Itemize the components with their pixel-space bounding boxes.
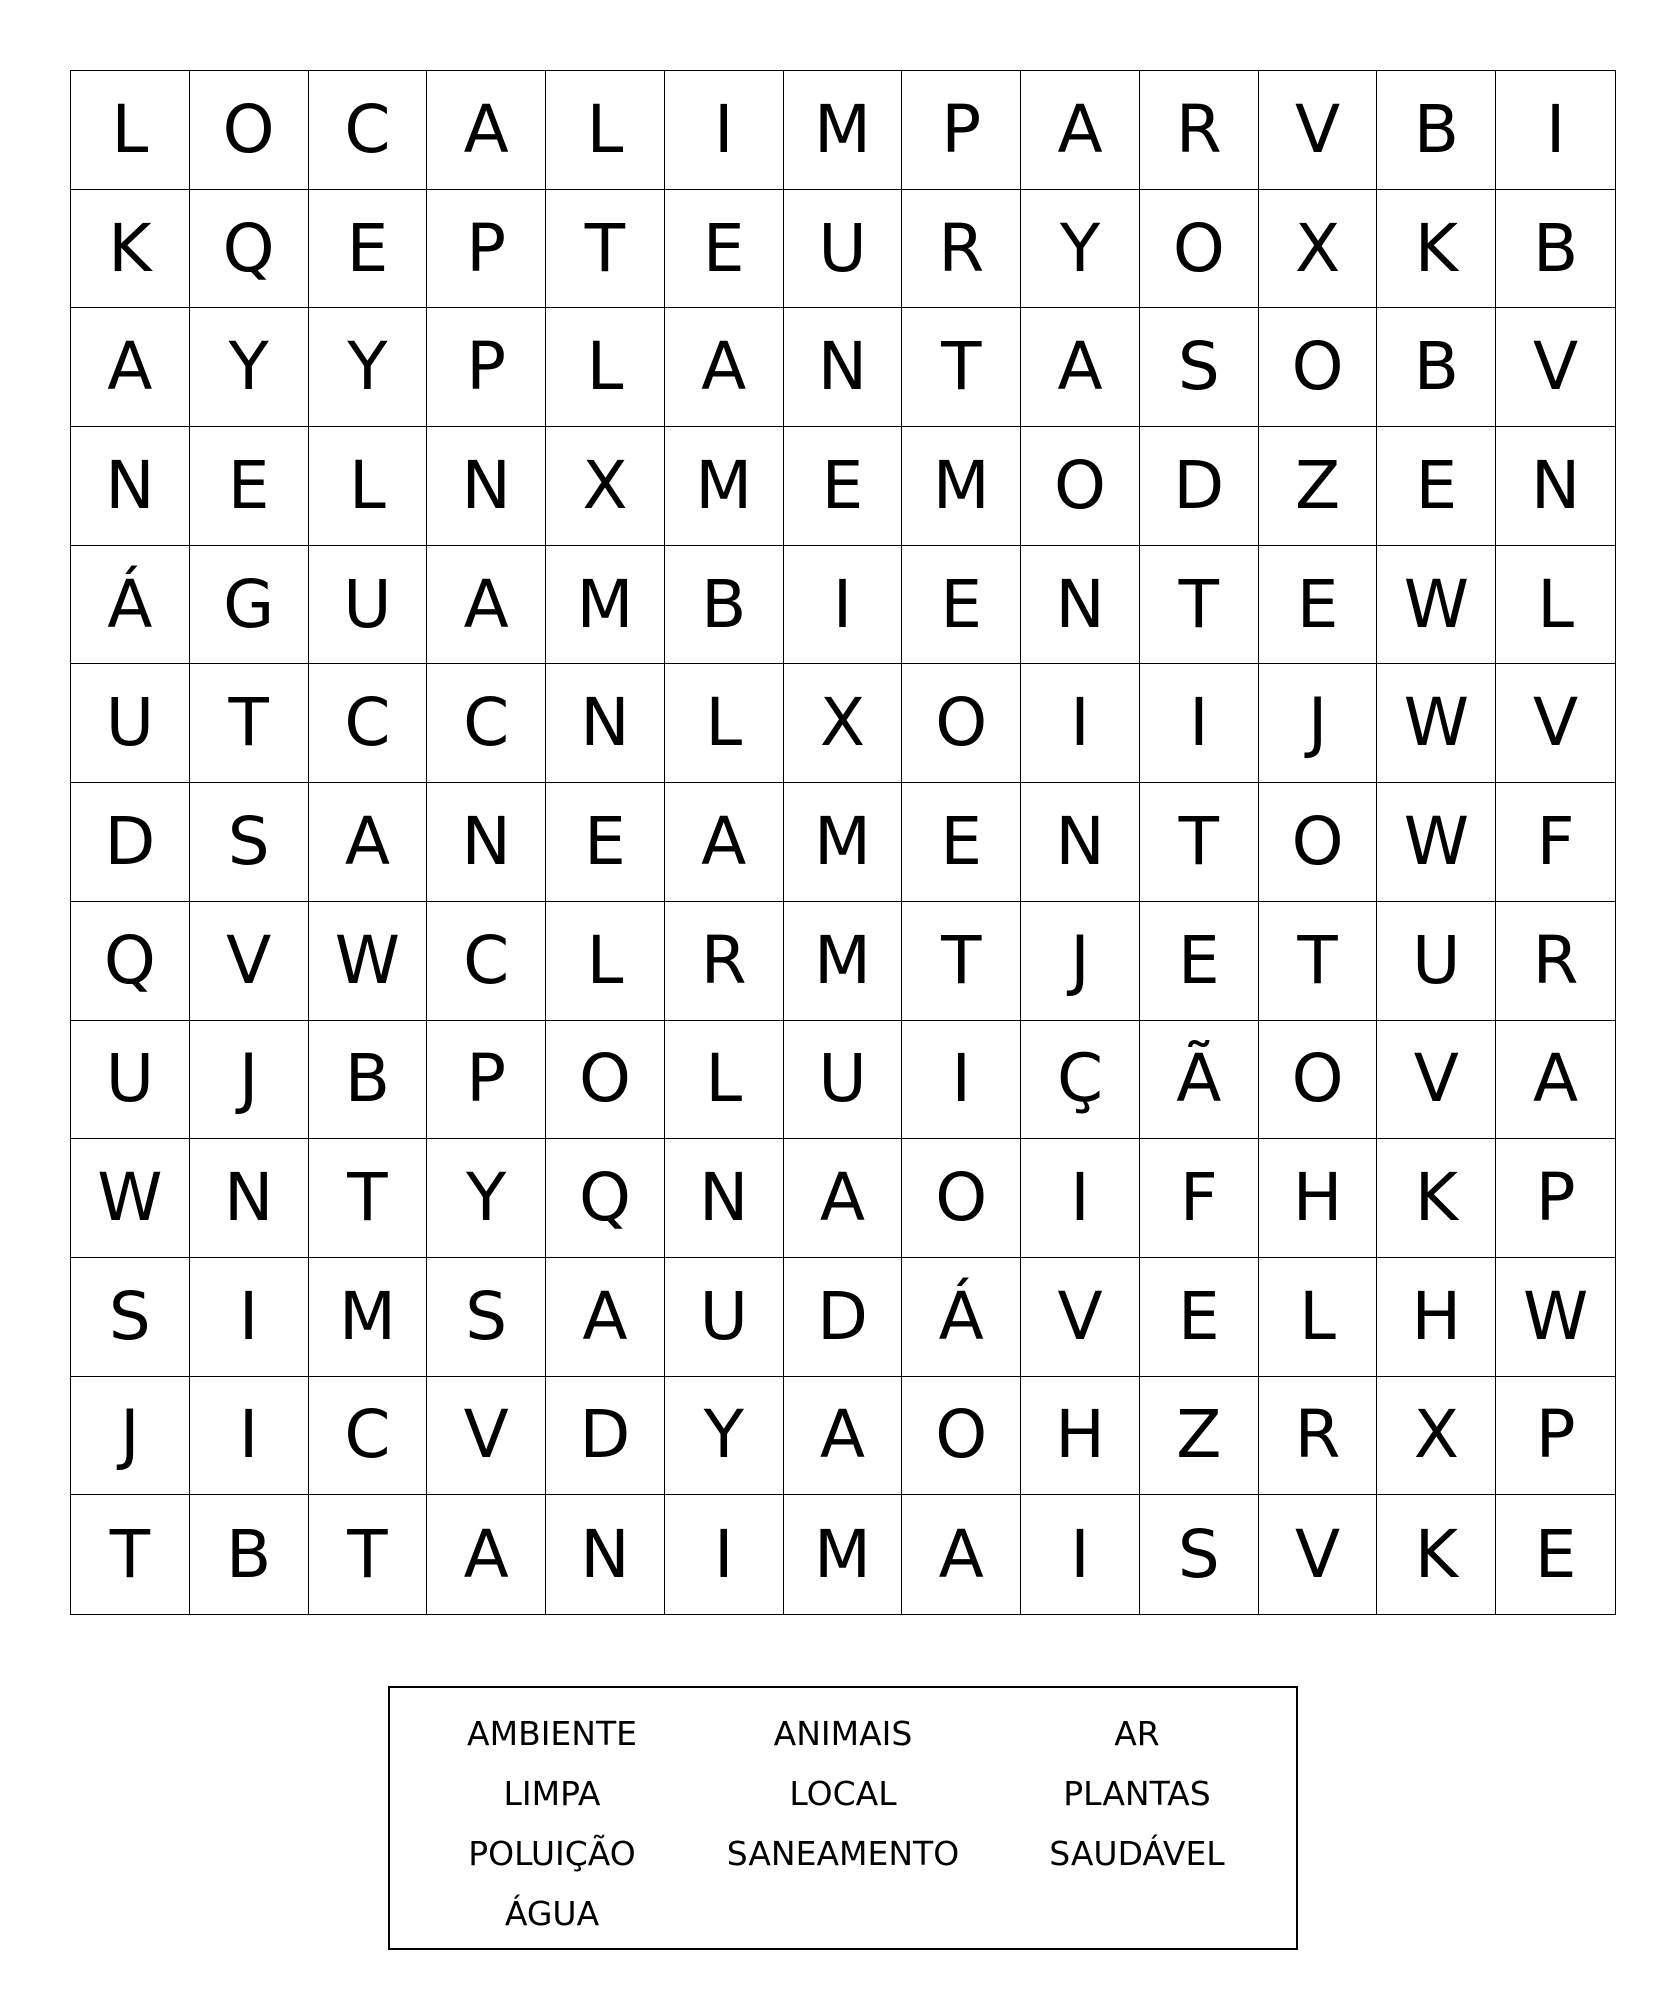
grid-cell[interactable]: R <box>902 190 1021 309</box>
grid-cell[interactable]: I <box>190 1258 309 1377</box>
grid-cell[interactable]: V <box>1377 1021 1496 1140</box>
grid-cell[interactable]: Y <box>665 1377 784 1496</box>
grid-cell[interactable]: E <box>190 427 309 546</box>
grid-cell[interactable]: L <box>309 427 428 546</box>
grid-cell[interactable]: I <box>190 1377 309 1496</box>
grid-cell[interactable]: T <box>546 190 665 309</box>
grid-cell[interactable]: E <box>1140 1258 1259 1377</box>
grid-cell[interactable]: C <box>309 71 428 190</box>
grid-cell[interactable]: T <box>902 902 1021 1021</box>
grid-cell[interactable]: L <box>546 308 665 427</box>
grid-cell[interactable]: I <box>1021 1495 1140 1614</box>
grid-cell[interactable]: U <box>1377 902 1496 1021</box>
grid-cell[interactable]: S <box>190 783 309 902</box>
grid-cell[interactable]: O <box>546 1021 665 1140</box>
grid-cell[interactable]: M <box>784 71 903 190</box>
grid-cell[interactable]: Ã <box>1140 1021 1259 1140</box>
grid-cell[interactable]: A <box>902 1495 1021 1614</box>
grid-cell[interactable]: B <box>190 1495 309 1614</box>
grid-cell[interactable]: J <box>190 1021 309 1140</box>
grid-cell[interactable]: M <box>902 427 1021 546</box>
grid-cell[interactable]: O <box>190 71 309 190</box>
grid-cell[interactable]: A <box>665 308 784 427</box>
grid-cell[interactable]: I <box>784 546 903 665</box>
grid-cell[interactable]: N <box>1021 783 1140 902</box>
grid-cell[interactable]: Á <box>71 546 190 665</box>
grid-cell[interactable]: C <box>309 664 428 783</box>
grid-cell[interactable]: I <box>665 1495 784 1614</box>
grid-cell[interactable]: V <box>1259 1495 1378 1614</box>
word-bank-word: ANIMAIS <box>773 1714 913 1753</box>
grid-cell[interactable]: N <box>665 1139 784 1258</box>
grid-cell[interactable]: D <box>546 1377 665 1496</box>
grid-cell[interactable]: P <box>902 71 1021 190</box>
grid-cell[interactable]: M <box>784 1495 903 1614</box>
grid-cell[interactable]: A <box>1496 1021 1615 1140</box>
grid-cell[interactable]: Á <box>902 1258 1021 1377</box>
grid-cell[interactable]: O <box>1140 190 1259 309</box>
grid-cell[interactable]: N <box>1496 427 1615 546</box>
grid-cell[interactable]: H <box>1021 1377 1140 1496</box>
grid-cell[interactable]: K <box>71 190 190 309</box>
grid-cell[interactable]: C <box>427 902 546 1021</box>
grid-cell[interactable]: M <box>665 427 784 546</box>
grid-cell[interactable]: Z <box>1140 1377 1259 1496</box>
grid-cell[interactable]: A <box>784 1139 903 1258</box>
grid-cell[interactable]: A <box>427 1495 546 1614</box>
grid-cell[interactable]: I <box>902 1021 1021 1140</box>
grid-cell[interactable]: M <box>309 1258 428 1377</box>
grid-cell[interactable]: W <box>71 1139 190 1258</box>
grid-cell[interactable]: T <box>71 1495 190 1614</box>
grid-cell[interactable]: L <box>665 664 784 783</box>
grid-cell[interactable]: C <box>427 664 546 783</box>
grid-cell[interactable]: K <box>1377 1139 1496 1258</box>
grid-cell[interactable]: A <box>665 783 784 902</box>
word-bank-word: ÁGUA <box>504 1894 600 1933</box>
grid-cell[interactable]: W <box>1377 546 1496 665</box>
word-bank <box>388 1686 1298 1950</box>
grid-cell[interactable]: U <box>71 1021 190 1140</box>
grid-cell[interactable]: N <box>190 1139 309 1258</box>
grid-cell[interactable]: A <box>1021 71 1140 190</box>
grid-cell[interactable]: L <box>665 1021 784 1140</box>
grid-cell[interactable]: A <box>546 1258 665 1377</box>
grid-cell[interactable]: E <box>784 427 903 546</box>
grid-cell[interactable]: R <box>1259 1377 1378 1496</box>
grid-cell[interactable]: S <box>427 1258 546 1377</box>
grid-cell[interactable]: O <box>1259 1021 1378 1140</box>
grid-cell[interactable]: T <box>902 308 1021 427</box>
grid-cell[interactable]: Y <box>309 308 428 427</box>
word-bank-word: SANEAMENTO <box>726 1834 960 1873</box>
grid-cell[interactable]: M <box>784 783 903 902</box>
grid-cell[interactable]: D <box>784 1258 903 1377</box>
grid-cell[interactable]: B <box>1496 190 1615 309</box>
grid-cell[interactable]: D <box>1140 427 1259 546</box>
grid-cell[interactable]: N <box>784 308 903 427</box>
grid-cell[interactable]: Ç <box>1021 1021 1140 1140</box>
grid-cell[interactable]: F <box>1496 783 1615 902</box>
grid-cell[interactable]: Z <box>1259 427 1378 546</box>
grid-cell[interactable]: L <box>71 71 190 190</box>
grid-cell[interactable]: E <box>309 190 428 309</box>
grid-cell[interactable]: X <box>1377 1377 1496 1496</box>
grid-cell[interactable]: Y <box>427 1139 546 1258</box>
grid-cell[interactable]: Q <box>190 190 309 309</box>
grid-cell[interactable]: T <box>309 1495 428 1614</box>
grid-cell[interactable]: T <box>1259 902 1378 1021</box>
grid-cell[interactable]: P <box>1496 1377 1615 1496</box>
word-bank-column-2 <box>693 1704 993 1884</box>
word-bank-word: POLUIÇÃO <box>468 1834 636 1873</box>
grid-cell[interactable]: I <box>1021 664 1140 783</box>
grid-cell[interactable]: O <box>902 1377 1021 1496</box>
grid-cell[interactable]: H <box>1377 1258 1496 1377</box>
grid-cell[interactable]: U <box>784 190 903 309</box>
grid-cell[interactable]: E <box>665 190 784 309</box>
grid-cell[interactable]: V <box>190 902 309 1021</box>
grid-cell[interactable]: G <box>190 546 309 665</box>
grid-cell[interactable]: R <box>1140 71 1259 190</box>
grid-cell[interactable]: E <box>1140 902 1259 1021</box>
grid-cell[interactable]: U <box>71 664 190 783</box>
word-bank-word: PLANTAS <box>1063 1774 1211 1813</box>
grid-cell[interactable]: P <box>1496 1139 1615 1258</box>
grid-cell[interactable]: A <box>1021 308 1140 427</box>
grid-cell[interactable]: I <box>1496 71 1615 190</box>
grid-cell[interactable]: N <box>546 664 665 783</box>
grid-cell[interactable]: O <box>1259 308 1378 427</box>
grid-cell[interactable]: L <box>1259 1258 1378 1377</box>
grid-cell[interactable]: D <box>71 783 190 902</box>
grid-cell[interactable]: B <box>665 546 784 665</box>
grid-cell[interactable]: K <box>1377 1495 1496 1614</box>
grid-cell[interactable]: W <box>1496 1258 1615 1377</box>
word-bank-word: LOCAL <box>789 1774 897 1813</box>
word-bank-word: AR <box>1114 1714 1160 1753</box>
grid-cell[interactable]: O <box>1259 783 1378 902</box>
grid-cell[interactable]: B <box>1377 71 1496 190</box>
grid-cell[interactable]: A <box>71 308 190 427</box>
grid-cell[interactable]: E <box>1534 1515 1577 1593</box>
grid-cell[interactable]: R <box>665 902 784 1021</box>
grid-cell[interactable]: V <box>1496 308 1615 427</box>
grid-cell[interactable]: N <box>546 1495 665 1614</box>
grid-cell[interactable]: U <box>784 1021 903 1140</box>
grid-cell[interactable]: U <box>665 1258 784 1377</box>
word-bank-word: SAUDÁVEL <box>1049 1834 1225 1873</box>
grid-cell[interactable]: N <box>427 783 546 902</box>
grid-cell[interactable]: L <box>1496 546 1615 665</box>
grid-cell[interactable]: I <box>1140 664 1259 783</box>
grid-cell[interactable]: B <box>1377 308 1496 427</box>
grid-cell[interactable]: V <box>427 1377 546 1496</box>
grid-cell[interactable]: X <box>546 427 665 546</box>
grid-cell[interactable]: P <box>427 1021 546 1140</box>
grid-cell[interactable]: P <box>427 308 546 427</box>
grid-cell[interactable]: E <box>902 783 1021 902</box>
grid-cell[interactable]: S <box>1140 308 1259 427</box>
grid-cell[interactable]: J <box>71 1377 190 1496</box>
grid-cell[interactable]: E <box>546 783 665 902</box>
grid-cell[interactable]: F <box>1140 1139 1259 1258</box>
grid-cell[interactable]: W <box>309 902 428 1021</box>
grid-cell[interactable]: T <box>190 664 309 783</box>
word-bank-column-3 <box>987 1704 1287 1884</box>
grid-cell[interactable]: W <box>1377 664 1496 783</box>
grid-cell[interactable]: Y <box>190 308 309 427</box>
grid-cell[interactable]: Q <box>546 1139 665 1258</box>
grid-cell[interactable]: J <box>1259 664 1378 783</box>
grid-cell[interactable]: R <box>1496 902 1615 1021</box>
grid-cell[interactable]: M <box>784 902 903 1021</box>
grid-cell[interactable]: L <box>546 71 665 190</box>
grid-cell[interactable]: M <box>546 546 665 665</box>
grid-cell[interactable]: P <box>427 190 546 309</box>
word-bank-word: AMBIENTE <box>467 1714 637 1753</box>
grid-cell[interactable]: N <box>427 427 546 546</box>
grid-cell[interactable]: N <box>1021 546 1140 665</box>
grid-cell[interactable]: A <box>427 546 546 665</box>
word-bank-column-1 <box>402 1704 702 1944</box>
grid-cell[interactable]: V <box>1496 664 1615 783</box>
grid-cell[interactable]: V <box>1021 1258 1140 1377</box>
grid-cell[interactable]: X <box>784 664 903 783</box>
grid-cell[interactable]: J <box>1021 902 1140 1021</box>
grid-cell[interactable]: O <box>902 664 1021 783</box>
grid-cell[interactable]: W <box>1377 783 1496 902</box>
grid-cell[interactable]: S <box>1140 1495 1259 1614</box>
grid-cell[interactable]: N <box>71 427 190 546</box>
grid-cell[interactable]: O <box>902 1139 1021 1258</box>
letter-grid <box>70 70 1616 1615</box>
grid-cell[interactable]: A <box>427 71 546 190</box>
grid-cell[interactable]: T <box>1140 783 1259 902</box>
grid-cell[interactable]: A <box>309 783 428 902</box>
grid-cell[interactable]: B <box>309 1021 428 1140</box>
grid-cell[interactable]: I <box>665 71 784 190</box>
grid-cell[interactable]: U <box>309 546 428 665</box>
grid-cell[interactable]: E <box>902 546 1021 665</box>
grid-cell[interactable]: X <box>1259 190 1378 309</box>
grid-cell[interactable]: H <box>1259 1139 1378 1258</box>
grid-cell[interactable]: T <box>1140 546 1259 665</box>
grid-cell[interactable]: Q <box>71 902 190 1021</box>
grid-cell[interactable]: C <box>309 1377 428 1496</box>
grid-cell[interactable]: A <box>784 1377 903 1496</box>
grid-cell[interactable]: V <box>1259 71 1378 190</box>
grid-cell[interactable]: O <box>1021 427 1140 546</box>
grid-cell[interactable]: K <box>1377 190 1496 309</box>
grid-cell[interactable]: E <box>1259 546 1378 665</box>
grid-cell[interactable]: E <box>1377 427 1496 546</box>
grid-cell[interactable]: L <box>546 902 665 1021</box>
word-bank-word: LIMPA <box>503 1774 601 1813</box>
grid-cell[interactable]: I <box>1021 1139 1140 1258</box>
grid-cell[interactable]: S <box>71 1258 190 1377</box>
grid-cell[interactable]: Y <box>1021 190 1140 309</box>
grid-cell[interactable]: T <box>309 1139 428 1258</box>
